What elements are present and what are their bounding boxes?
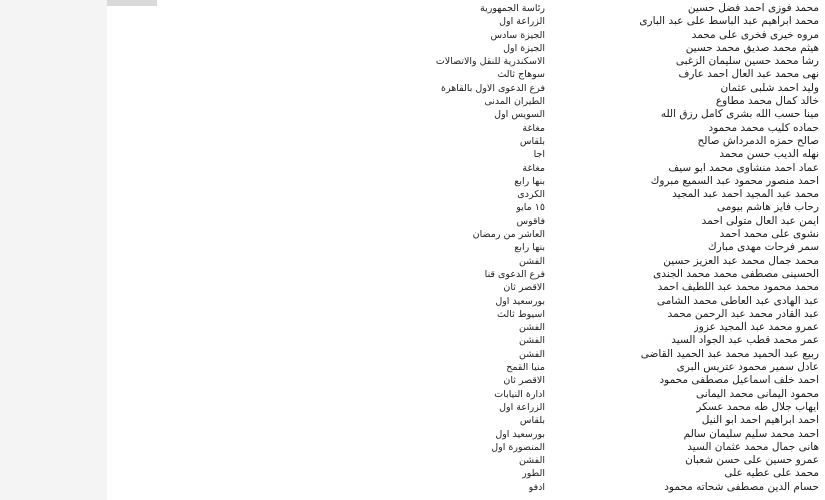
list-item	[107, 295, 825, 308]
person-name: عماد احمد منشاوى محمد ابو سيف	[668, 161, 819, 174]
names-list	[107, 2, 825, 494]
office-name: بورسعيد اول	[495, 428, 545, 440]
list-item	[107, 268, 825, 281]
office-name: بلقاس	[519, 415, 545, 427]
list-item	[107, 95, 825, 108]
list-item	[107, 68, 825, 81]
list-item	[107, 454, 825, 467]
office-name: السويس اول	[494, 109, 545, 121]
list-item	[107, 414, 825, 427]
list-item	[107, 241, 825, 254]
list-item	[107, 388, 825, 401]
person-name: عبد القادر محمد عبد الرحمن محمد	[667, 307, 819, 320]
office-name: مغاغة	[522, 122, 545, 134]
office-name: فرع الدعوى قنا	[484, 268, 545, 280]
list-item	[107, 188, 825, 201]
list-item	[107, 321, 825, 334]
list-item	[107, 441, 825, 454]
office-name: الجيزة اول	[503, 42, 545, 54]
document-page	[107, 0, 825, 500]
office-name: بنها رابع	[514, 242, 545, 254]
list-item	[107, 108, 825, 121]
person-name: احمد ابراهيم احمد ابو النيل	[701, 414, 819, 427]
person-name: عادل سمير محمود عتريس البرى	[676, 361, 819, 374]
person-name: محمد ابراهيم عبد الباسط على عبد البارى	[639, 15, 819, 28]
list-item	[107, 42, 825, 55]
office-name: العاشر من رمضان	[472, 229, 545, 241]
list-item	[107, 481, 825, 494]
list-item	[107, 428, 825, 441]
person-name: نشوى على محمد احمد	[719, 228, 819, 241]
office-name: الفشن	[518, 322, 545, 334]
office-name: المنصورة اول	[491, 441, 545, 453]
office-name: مغاغة	[522, 162, 545, 174]
person-name: حماده كليب محمد محمود	[708, 121, 819, 134]
office-name: ادفو	[528, 481, 545, 493]
person-name: حسام الدين مصطفى شحاته محمود	[664, 480, 819, 493]
top-scroll-tab[interactable]	[107, 0, 157, 6]
office-name: الطور	[522, 468, 545, 480]
person-name: محمد محمود محمد عبد اللطيف احمد	[657, 281, 819, 294]
list-item	[107, 122, 825, 135]
office-name: الطيران المدنى	[484, 96, 545, 108]
list-item	[107, 135, 825, 148]
person-name: ربيع عبد الحميد محمد عبد الحميد القاضى	[640, 347, 819, 360]
person-name: هانى جمال محمد عثمان السيد	[687, 440, 819, 453]
office-name: فاقوس	[516, 215, 545, 227]
office-name: الفشن	[518, 455, 545, 467]
person-name: نهى محمد عبد العال احمد عارف	[678, 68, 819, 81]
office-name: الاقصر ثان	[503, 375, 545, 387]
list-item	[107, 361, 825, 374]
person-name: مروه خيرى فخرى على محمد	[691, 28, 819, 41]
list-item	[107, 401, 825, 414]
left-margin-strip	[0, 0, 107, 500]
person-name: رحاب فايز هاشم بيومى	[716, 201, 819, 214]
person-name: احمد محمد سليم سليمان سالم	[683, 427, 819, 440]
person-name: نهله الديب حسن محمد	[719, 148, 819, 161]
person-name: محمد جمال محمد عبد العزيز حسين	[663, 254, 819, 267]
person-name: محمود اليمانى محمد اليمانى	[695, 387, 819, 400]
person-name: ايهاب جلال طه محمد عسكر	[696, 400, 819, 413]
person-name: سمر فرحات مهدى مبارك	[708, 241, 819, 254]
office-name: سوهاج ثالث	[497, 69, 545, 81]
office-name: فرع الدعوى الاول بالقاهرة	[441, 82, 545, 94]
office-name: ادارة النيابات	[494, 388, 545, 400]
list-item	[107, 374, 825, 387]
person-name: عمرو حسين على حسن شعبان	[685, 454, 819, 467]
list-item	[107, 55, 825, 68]
office-name: الزراعة اول	[499, 401, 545, 413]
office-name: الجيزة سادس	[490, 29, 545, 41]
list-item	[107, 148, 825, 161]
list-item	[107, 228, 825, 241]
person-name: خالد كمال محمد مطاوع	[715, 95, 819, 108]
person-name: محمد فوزى احمد فضل حسين	[687, 2, 819, 14]
office-name: اسيوط ثالث	[497, 308, 545, 320]
office-name: الفشن	[518, 348, 545, 360]
office-name: الكردى	[517, 189, 545, 201]
person-name: عبد الهادى عبد العاطى محمد الشامى	[656, 294, 819, 307]
office-name: الاسكندرية للنقل والاتصالات	[435, 56, 545, 68]
person-name: صالح حمزه الدمرداش صالح	[697, 134, 819, 147]
list-item	[107, 175, 825, 188]
person-name: رشا محمد حسين سليمان الزغبى	[675, 55, 819, 68]
person-name: عمر محمد قطب عبد الجواد السيد	[671, 334, 819, 347]
list-item	[107, 2, 825, 15]
list-item	[107, 201, 825, 214]
office-name: منيا القمح	[506, 362, 545, 374]
office-name: بورسعيد اول	[495, 295, 545, 307]
office-name: الزراعة اول	[499, 16, 545, 28]
list-item	[107, 215, 825, 228]
person-name: الحسينى مصطفى محمد محمد الجندى	[653, 267, 819, 280]
office-name: الفشن	[518, 255, 545, 267]
person-name: مينا حسب الله بشرى كامل رزق الله	[660, 108, 819, 121]
person-name: احمد خلف اسماعيل مصطفى محمود	[659, 374, 819, 387]
person-name: ايمن عبد العال متولى احمد	[701, 214, 819, 227]
office-name: الاقصر ثان	[503, 282, 545, 294]
office-name: اجا	[533, 149, 545, 161]
list-item	[107, 308, 825, 321]
office-name: بلقاس	[519, 135, 545, 147]
list-item	[107, 162, 825, 175]
office-name: ١٥ مايو	[516, 202, 545, 214]
list-item	[107, 467, 825, 480]
list-item	[107, 255, 825, 268]
office-name: بنها رابع	[514, 175, 545, 187]
list-item	[107, 281, 825, 294]
list-item	[107, 29, 825, 42]
person-name: محمد عبد المجيد احمد عبد المجيد	[672, 188, 819, 201]
list-item	[107, 334, 825, 347]
list-item	[107, 15, 825, 28]
person-name: احمد منصور محمود عبد السميع مبروك	[650, 174, 819, 187]
list-item	[107, 348, 825, 361]
person-name: عمرو محمد عبد المجيد عزوز	[693, 321, 819, 334]
person-name: محمد على عطيه على	[724, 467, 819, 480]
office-name: رئاسة الجمهورية	[480, 3, 545, 14]
person-name: وليد احمد شلبى عثمان	[720, 81, 819, 94]
list-item	[107, 82, 825, 95]
person-name: هيثم محمد صديق محمد حسين	[685, 41, 819, 54]
office-name: الفشن	[518, 335, 545, 347]
